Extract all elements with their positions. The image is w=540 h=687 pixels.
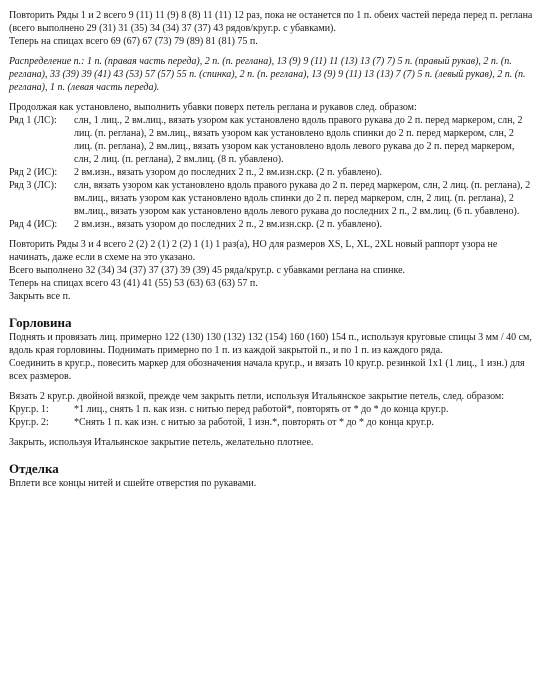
row-label: Ряд 1 (ЛС): [9, 115, 57, 126]
document-page [9, 9, 533, 490]
total-rows-line: Всего выполнено 32 (34) 34 (37) 37 (37) 39 (39) 45 ряда/круг.р. с убавками реглана на спинке. [9, 265, 406, 276]
bind-off-paragraph: Закрыть, используя Итальянское закрытие петель, желательно плотнее. [9, 437, 314, 448]
row-3-instruction [9, 179, 533, 218]
round-label: Круг.р. 2: [9, 417, 49, 428]
neckline-heading: Горловина [9, 315, 72, 330]
continue-instruction: Продолжая как установлено, выполнить убавки поверх петель реглана и рукавов след. образом: [9, 102, 417, 113]
stitch-count-line: Теперь на спицах всего 69 (67) 67 (73) 79 (89) 81 (81) 75 п. [9, 36, 258, 47]
finishing-heading: Отделка [9, 461, 59, 476]
row-4-instruction [9, 218, 533, 231]
row-text: слн, 1 лиц., 2 вм.лиц., вязать узором как установлено вдоль правого рукава до 2 п. перед маркером, слн, 2 лиц. (п. реглана), 2 вм.лиц., вязать узором как установлено вдоль спинки до 2 п. перед маркером, слн, 2 лиц. (п. реглана), 2 вм.лиц., вязать узором как установлено вдоль левого рукава до 2 п. перед маркером, слн, 2 лиц. (п. реглана), 2 вм.лиц. (8 п. убавлено). [74, 115, 523, 165]
row-2-instruction [9, 166, 533, 179]
row-text: слн, вязать узором как установлено вдоль правого рукава до 2 п. перед маркером, слн, 2 лиц. (п. реглана), 2 вм.лиц., вязать узором как установлено вдоль спинки до 2 п. перед маркером, слн, 2 лиц. (п. реглана), 2 вм.лиц., вязать узором как установлено вдоль левого рукава до последних 2 п., 2 вм.лиц. (6 п. убавлено). [74, 180, 531, 217]
bind-off-line: Закрыть все п. [9, 291, 71, 302]
round-label: Круг.р. 1: [9, 404, 49, 415]
intro-paragraph: Повторить Ряды 1 и 2 всего 9 (11) 11 (9) 8 (8) 11 (11) 12 раз, пока не останется по 1 п. обеих частей переда перед п. реглана (всего выполнено 29 (31) 31 (35) 34 (34) 37 (37) 43 рядов/круг.р. с убавками). [9, 10, 533, 34]
stitch-distribution: Распределение п.: 1 п. (правая часть переда), 2 п. (п. реглана), 13 (9) 9 (11) 11 (13) 13 (7) 7) 5 п. (правый рукав), 2 п. (п. реглана), 33 (39) 39 (41) 43 (53) 57 (57) 55 п. (спинка), 2 п. (п. реглана), 13 (9) 9 (11) 13 (13) 7 (7) 5 п. (левый рукав), 2 п. (п. реглана), 1 п. (левая часть переда). [9, 56, 526, 93]
round-text: *1 лиц., снять 1 п. как изн. с нитью перед работой*, повторять от * до * до конца круг.р. [74, 404, 449, 415]
row-text: 2 вм.изн., вязать узором до последних 2 п., 2 вм.изн.скр. (2 п. убавлено). [74, 167, 382, 178]
remaining-stitches-line: Теперь на спицах всего 43 (41) 41 (55) 53 (63) 63 (63) 57 п. [9, 278, 258, 289]
round-1-instruction [9, 403, 533, 416]
round-text: *Снять 1 п. как изн. с нитью за работой, 1 изн.*, повторять от * до * до конца круг.р. [74, 417, 434, 428]
row-1-instruction [9, 114, 533, 166]
neckline-pickup-paragraph: Поднять и провязать лиц. примерно 122 (130) 130 (132) 132 (154) 160 (160) 154 п., используя круговые спицы 3 мм / 40 см, вдоль края горловины. Поднимать примерно по 1 п. из каждой закрытой п., и по 1 п. из каждого ряда. [9, 332, 532, 356]
row-text: 2 вм.изн., вязать узором до последних 2 п., 2 вм.изн.скр. (2 п. убавлено). [74, 219, 382, 230]
row-label: Ряд 3 (ЛС): [9, 180, 57, 191]
repeat-instruction: Повторить Ряды 3 и 4 всего 2 (2) 2 (1) 2 (2) 1 (1) 1 раз(а), НО для размеров XS, L, XL, 2XL новый раппорт узора не начинать, даже если в схеме на это указано. [9, 239, 498, 263]
double-knit-paragraph: Вязать 2 круг.р. двойной вязкой, прежде чем закрыть петли, используя Итальянское закрытие петель, след. образом: [9, 391, 505, 402]
finishing-text: Вплети все концы нитей и сшейте отверстия по рукавами. [9, 478, 257, 489]
row-label: Ряд 4 (ИС): [9, 219, 58, 230]
row-label: Ряд 2 (ИС): [9, 167, 58, 178]
round-2-instruction [9, 416, 533, 429]
neckline-join-paragraph: Соединить в круг.р., повесить маркер для обозначения начала круг.р., и вязать 10 круг.р. резинкой 1х1 (1 лиц., 1 изн.) для всех размеров. [9, 358, 525, 382]
